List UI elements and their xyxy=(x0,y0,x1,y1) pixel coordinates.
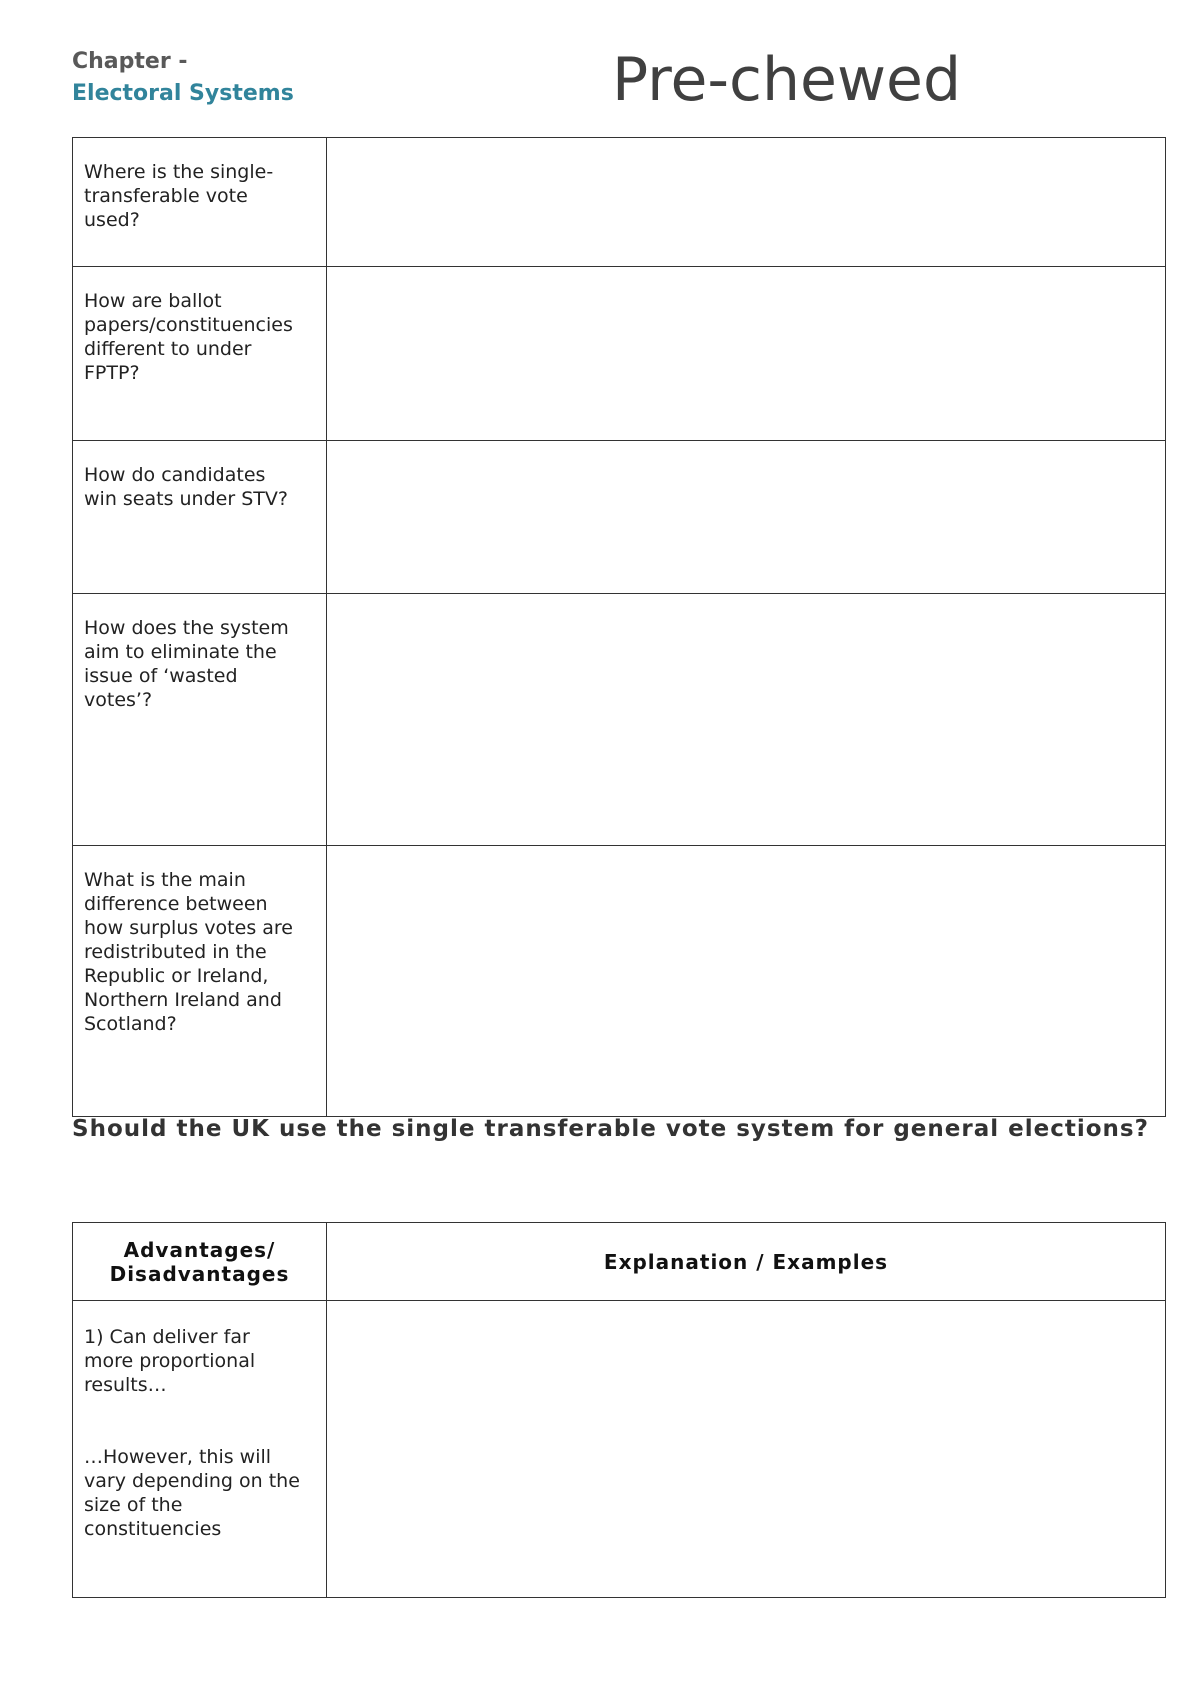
chapter-block xyxy=(72,46,294,110)
explanation-cell[interactable] xyxy=(327,1301,1166,1598)
answer-cell[interactable] xyxy=(327,267,1166,441)
question-cell xyxy=(73,441,327,594)
chapter-subject: Electoral Systems xyxy=(72,81,294,106)
question-cell xyxy=(73,846,327,1117)
explanation-header-label: Explanation / Examples xyxy=(603,1249,889,1274)
explanation-header xyxy=(327,1223,1166,1301)
answer-cell[interactable] xyxy=(327,846,1166,1117)
questions-table xyxy=(72,137,1166,1117)
point-spacer xyxy=(73,1397,326,1445)
advantages-header-label: Advantages/ Disadvantages xyxy=(109,1237,290,1286)
answer-cell[interactable] xyxy=(327,138,1166,267)
question-text: Where is the single- transferable vote used? xyxy=(84,161,274,231)
question-row xyxy=(73,267,1166,441)
question-text: How are ballot papers/constituencies different to under FPTP? xyxy=(84,290,293,384)
pros-cons-header-row xyxy=(73,1223,1166,1301)
pros-cons-row xyxy=(73,1301,1166,1598)
chapter-label: Chapter - xyxy=(72,49,188,74)
advantage-point: 1) Can deliver far more proportional results… xyxy=(84,1326,256,1396)
question-row xyxy=(73,441,1166,594)
question-row xyxy=(73,594,1166,846)
debate-heading: Should the UK use the single transferable vote system for general elections? xyxy=(72,1116,1149,1142)
answer-cell[interactable] xyxy=(327,594,1166,846)
disadvantage-point: …However, this will vary depending on the size of the constituencies xyxy=(84,1446,300,1540)
question-text: What is the main difference between how surplus votes are redistributed in the Republic or Ireland, Northern Ireland and Scotland? xyxy=(84,869,293,1035)
pros-cons-table xyxy=(72,1222,1166,1598)
question-cell xyxy=(73,138,327,267)
question-cell xyxy=(73,594,327,846)
question-row xyxy=(73,138,1166,267)
advantages-header xyxy=(73,1223,327,1301)
point-cell xyxy=(73,1301,327,1598)
brand-title: Pre-chewed xyxy=(612,45,962,115)
answer-cell[interactable] xyxy=(327,441,1166,594)
question-text: How does the system aim to eliminate the issue of ‘wasted votes’? xyxy=(84,617,289,711)
question-text: How do candidates win seats under STV? xyxy=(84,464,288,510)
question-row xyxy=(73,846,1166,1117)
question-cell xyxy=(73,267,327,441)
